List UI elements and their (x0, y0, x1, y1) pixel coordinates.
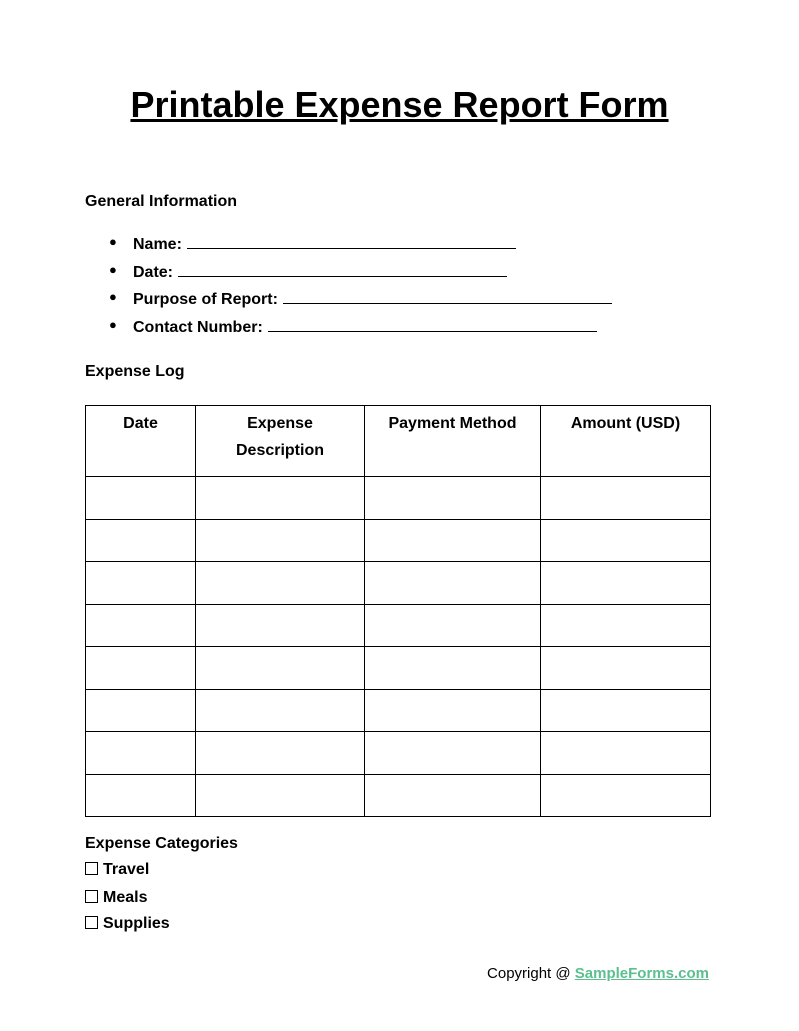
column-header-expense-description (196, 406, 365, 477)
table-cell[interactable] (86, 774, 196, 817)
purpose-label: Purpose of Report: (133, 291, 278, 308)
table-cell[interactable] (196, 689, 365, 732)
column-header-amount (541, 406, 711, 477)
table-cell[interactable] (196, 732, 365, 775)
table-cell[interactable] (86, 562, 196, 605)
bullet: ● (109, 234, 117, 249)
table-row (86, 732, 711, 775)
table-header-row (86, 406, 711, 477)
date-label: Date: (133, 263, 174, 281)
table-cell[interactable] (86, 477, 196, 520)
table-cell[interactable] (541, 477, 711, 520)
bullet: ● (109, 261, 117, 277)
general-information-heading: General Information (85, 193, 238, 210)
column-header-payment-method (365, 406, 541, 477)
table-row (86, 477, 711, 520)
category-meals[interactable] (85, 889, 147, 907)
category-label: Supplies (103, 915, 170, 932)
table-cell[interactable] (541, 604, 711, 647)
table-cell[interactable] (196, 604, 365, 647)
table-cell[interactable] (86, 689, 196, 732)
table-cell[interactable] (365, 519, 541, 562)
table-cell[interactable] (86, 647, 196, 690)
table-cell[interactable] (541, 562, 711, 605)
column-header-text: Amount (USD) (570, 415, 681, 432)
table-row (86, 604, 711, 647)
table-cell[interactable] (365, 562, 541, 605)
expense-categories-heading: Expense Categories (85, 835, 238, 852)
copyright-footer (487, 965, 709, 982)
date-blank-line[interactable] (178, 264, 507, 277)
table-row (86, 647, 711, 690)
table-cell[interactable] (541, 647, 711, 690)
table-cell[interactable] (365, 689, 541, 732)
bullet: ● (109, 316, 117, 332)
table-cell[interactable] (86, 604, 196, 647)
table-cell[interactable] (541, 519, 711, 562)
contact-number-blank-line[interactable] (268, 319, 597, 332)
table-cell[interactable] (86, 732, 196, 775)
contact-number-label: Contact Number: (133, 318, 263, 336)
column-header-text: Date (123, 415, 158, 432)
table-cell[interactable] (196, 477, 365, 520)
purpose-blank-line[interactable] (283, 291, 612, 304)
table-row (86, 562, 711, 605)
column-header-date (86, 406, 196, 477)
table-row (86, 689, 711, 732)
column-header-text: Expense (247, 415, 313, 432)
sampleforms-link[interactable]: SampleForms.com (574, 965, 709, 982)
copyright-text: Copyright @ (487, 965, 575, 982)
category-supplies[interactable] (85, 915, 170, 933)
category-label: Travel (103, 861, 150, 878)
table-cell[interactable] (541, 732, 711, 775)
checkbox-icon[interactable] (85, 890, 98, 903)
expense-log-table (85, 405, 711, 817)
name-label: Name: (133, 236, 182, 253)
table-cell[interactable] (365, 732, 541, 775)
column-header-text: Description (235, 442, 324, 459)
category-travel[interactable] (85, 861, 149, 879)
table-row (86, 519, 711, 562)
table-cell[interactable] (365, 477, 541, 520)
table-cell[interactable] (541, 689, 711, 732)
table-cell[interactable] (365, 774, 541, 817)
table-cell[interactable] (196, 774, 365, 817)
table-cell[interactable] (196, 562, 365, 605)
expense-log-heading: Expense Log (85, 363, 185, 380)
checkbox-icon[interactable] (85, 916, 98, 929)
table-cell[interactable] (365, 604, 541, 647)
checkbox-icon[interactable] (85, 862, 98, 875)
table-row (86, 774, 711, 817)
table-cell[interactable] (196, 519, 365, 562)
name-blank-line[interactable] (187, 236, 516, 249)
expense-log-body (86, 477, 711, 817)
page-title: Printable Expense Report Form (130, 84, 669, 125)
table-cell[interactable] (541, 774, 711, 817)
category-label: Meals (103, 889, 148, 906)
table-cell[interactable] (365, 647, 541, 690)
bullet: ● (109, 289, 117, 304)
table-cell[interactable] (86, 519, 196, 562)
column-header-text: Payment Method (388, 415, 517, 432)
table-cell[interactable] (196, 647, 365, 690)
